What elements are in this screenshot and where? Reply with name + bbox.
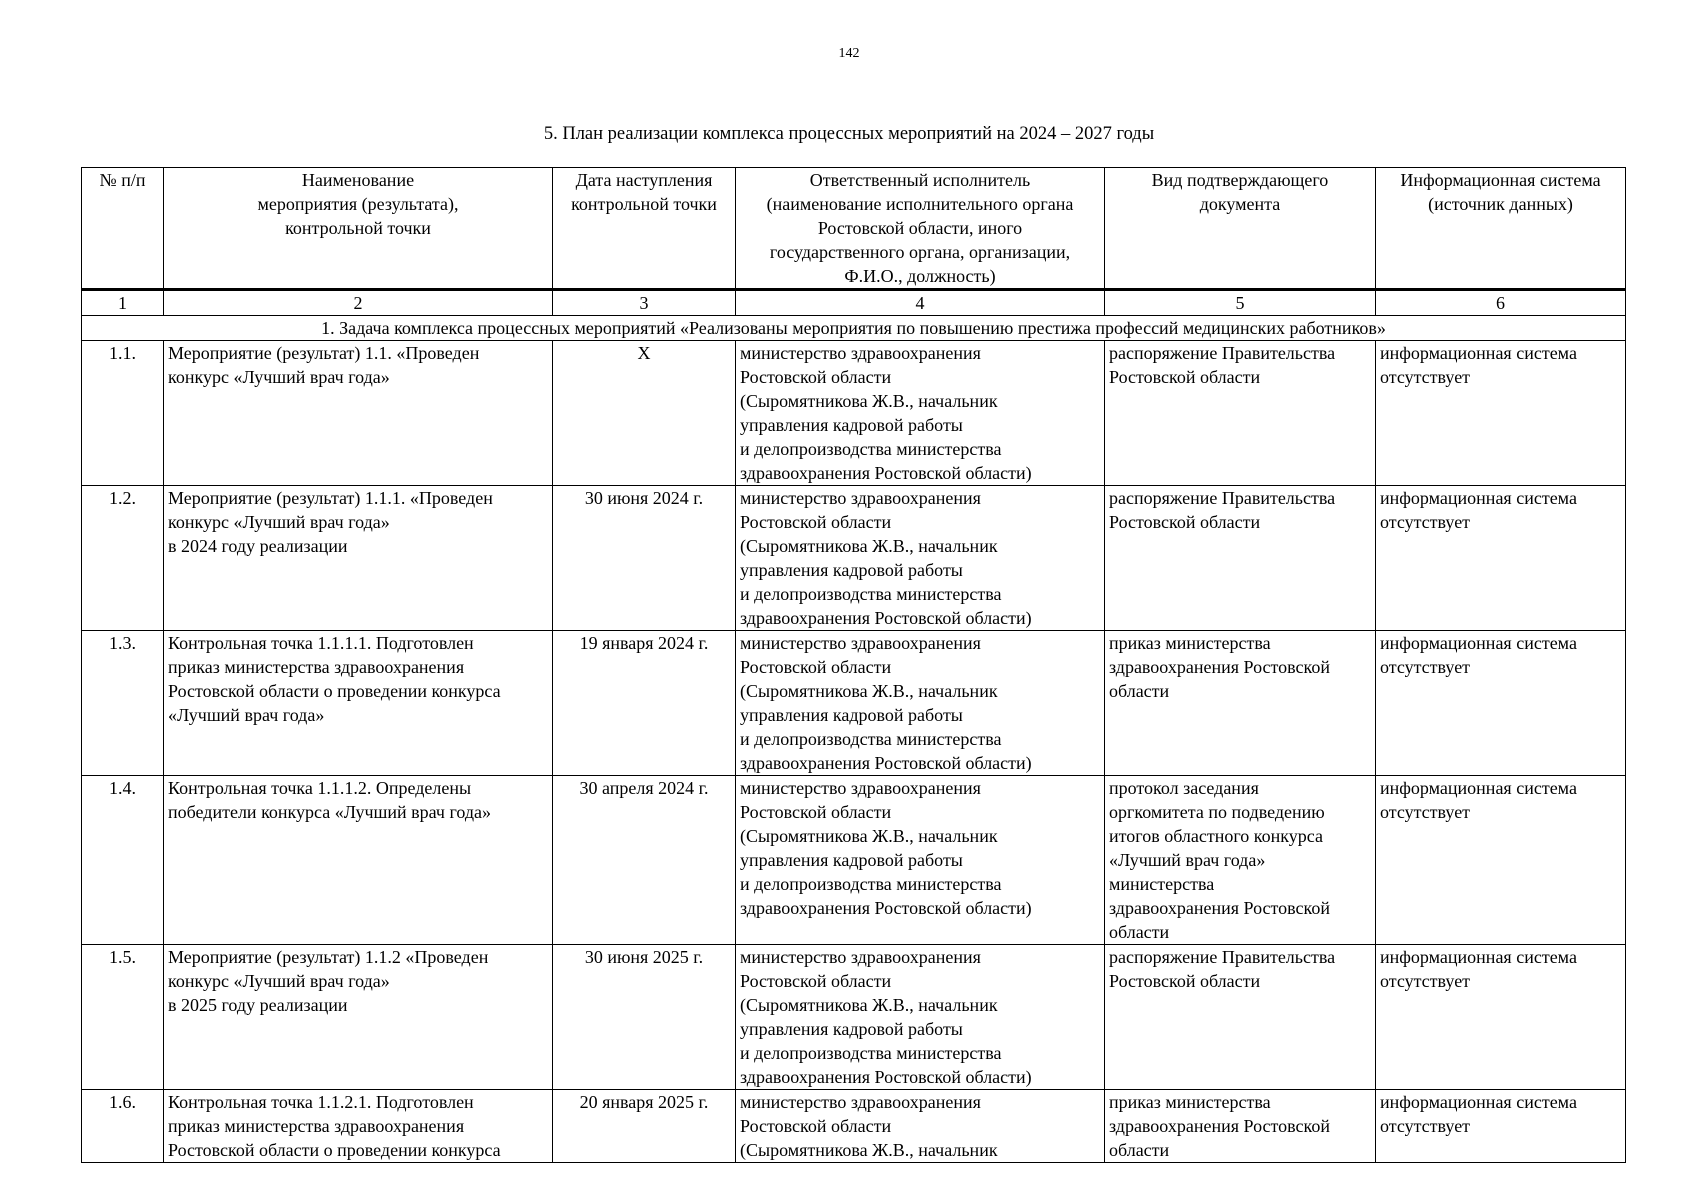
text-line: отсутствует	[1380, 512, 1471, 532]
page-number: 142	[838, 46, 860, 61]
text-line: контрольной точки	[285, 218, 431, 238]
text-line: здравоохранения Ростовской области)	[740, 1067, 1032, 1087]
text-line: в 2024 году реализации	[168, 536, 348, 556]
text-line: государственного органа, организации,	[769, 242, 1071, 262]
text-line: Мероприятие (результат) 1.1. «Проведен	[168, 343, 480, 363]
text-line: (наименование исполнительного органа	[766, 194, 1074, 214]
text-line: информационная система	[1380, 1092, 1577, 1112]
row-document	[1105, 341, 1376, 486]
document-title: 5. План реализации комплекса процессных мероприятий на 2024 – 2027 годы	[543, 124, 1155, 144]
row-document	[1105, 945, 1376, 1090]
text-line: Ростовской области	[1109, 367, 1261, 387]
column-number: 1	[82, 290, 164, 316]
column-number: 4	[736, 290, 1105, 316]
text-line: отсутствует	[1380, 802, 1471, 822]
text-line: и делопроизводства министерства	[740, 439, 1002, 459]
text-line: и делопроизводства министерства	[740, 1043, 1002, 1063]
text-line: управления кадровой работы	[740, 560, 963, 580]
table-row	[82, 776, 1626, 945]
text-line: победители конкурса «Лучший врач года»	[168, 802, 492, 822]
text-line: распоряжение Правительства	[1109, 343, 1336, 363]
column-number-row	[82, 290, 1626, 316]
row-number: 1.3.	[82, 631, 164, 776]
text-line: Вид подтверждающего	[1151, 170, 1329, 190]
row-date: 20 января 2025 г.	[553, 1090, 736, 1163]
row-system	[1376, 1090, 1626, 1163]
row-responsible	[736, 341, 1105, 486]
text-line: здравоохранения Ростовской	[1109, 898, 1330, 918]
text-line: распоряжение Правительства	[1109, 947, 1336, 967]
row-name	[164, 486, 553, 631]
row-document	[1105, 776, 1376, 945]
table-header-row	[82, 168, 1626, 290]
text-line: министерство здравоохранения	[740, 778, 981, 798]
text-line: министерство здравоохранения	[740, 488, 981, 508]
row-name	[164, 1090, 553, 1163]
table-row	[82, 945, 1626, 1090]
text-line: Ростовской области	[740, 971, 892, 991]
text-line: приказ министерства	[1109, 1092, 1271, 1112]
row-number: 1.5.	[82, 945, 164, 1090]
text-line: в 2025 году реализации	[168, 995, 348, 1015]
text-line: (Сыромятникова Ж.В., начальник	[740, 536, 998, 556]
text-line: приказ министерства здравоохранения	[168, 1116, 465, 1136]
row-name	[164, 341, 553, 486]
section-title: 1. Задача комплекса процессных мероприятий «Реализованы мероприятия по повышению престижа профессий медицинских работников»	[82, 316, 1626, 341]
text-line: приказ министерства здравоохранения	[168, 657, 465, 677]
text-line: управления кадровой работы	[740, 850, 963, 870]
text-line: отсутствует	[1380, 367, 1471, 387]
text-line: документа	[1199, 194, 1281, 214]
row-document	[1105, 1090, 1376, 1163]
row-number: 1.4.	[82, 776, 164, 945]
text-line: Ростовской области	[1109, 971, 1261, 991]
text-line: и делопроизводства министерства	[740, 874, 1002, 894]
row-date: 19 января 2024 г.	[553, 631, 736, 776]
text-line: № п/п	[99, 170, 146, 190]
text-line: контрольной точки	[571, 194, 717, 214]
text-line: информационная система	[1380, 488, 1577, 508]
row-name	[164, 631, 553, 776]
row-responsible	[736, 776, 1105, 945]
column-number: 2	[164, 290, 553, 316]
text-line: (Сыромятникова Ж.В., начальник	[740, 826, 998, 846]
text-line: министерство здравоохранения	[740, 947, 981, 967]
row-system	[1376, 341, 1626, 486]
row-date: 30 июня 2025 г.	[553, 945, 736, 1090]
text-line: Контрольная точка 1.1.2.1. Подготовлен	[168, 1092, 474, 1112]
text-line: (Сыромятникова Ж.В., начальник	[740, 681, 998, 701]
text-line: Информационная система	[1400, 170, 1601, 190]
text-line: министерство здравоохранения	[740, 343, 981, 363]
text-line: Наименование	[301, 170, 415, 190]
header-cell	[736, 168, 1105, 290]
text-line: итогов областного конкурса	[1109, 826, 1323, 846]
column-number: 6	[1376, 290, 1626, 316]
text-line: здравоохранения Ростовской	[1109, 657, 1330, 677]
table-row	[82, 631, 1626, 776]
text-line: информационная система	[1380, 947, 1577, 967]
text-line: конкурс «Лучший врач года»	[168, 512, 390, 532]
text-line: (Сыромятникова Ж.В., начальник	[740, 1140, 998, 1160]
text-line: Контрольная точка 1.1.1.1. Подготовлен	[168, 633, 474, 653]
text-line: Ростовской области о проведении конкурса	[168, 681, 501, 701]
text-line: оргкомитета по подведению	[1109, 802, 1325, 822]
text-line: здравоохранения Ростовской области)	[740, 898, 1032, 918]
text-line: конкурс «Лучший врач года»	[168, 971, 390, 991]
text-line: информационная система	[1380, 343, 1577, 363]
text-line: области	[1109, 1140, 1170, 1160]
row-responsible	[736, 486, 1105, 631]
column-number: 5	[1105, 290, 1376, 316]
text-line: Ростовской области, иного	[817, 218, 1023, 238]
text-line: управления кадровой работы	[740, 415, 963, 435]
row-system	[1376, 486, 1626, 631]
text-line: распоряжение Правительства	[1109, 488, 1336, 508]
text-line: Ростовской области	[740, 802, 892, 822]
header-cell	[82, 168, 164, 290]
header-cell	[1376, 168, 1626, 290]
text-line: здравоохранения Ростовской	[1109, 1116, 1330, 1136]
text-line: отсутствует	[1380, 657, 1471, 677]
row-responsible	[736, 1090, 1105, 1163]
text-line: здравоохранения Ростовской области)	[740, 753, 1032, 773]
row-date: X	[553, 341, 736, 486]
text-line: области	[1109, 922, 1170, 942]
table-row	[82, 341, 1626, 486]
text-line: министерство здравоохранения	[740, 1092, 981, 1112]
text-line: Ответственный исполнитель	[809, 170, 1031, 190]
row-number: 1.1.	[82, 341, 164, 486]
text-line: протокол заседания	[1109, 778, 1259, 798]
row-document	[1105, 486, 1376, 631]
header-cell	[553, 168, 736, 290]
header-cell	[164, 168, 553, 290]
text-line: здравоохранения Ростовской области)	[740, 463, 1032, 483]
text-line: Ростовской области	[740, 512, 892, 532]
text-line: «Лучший врач года»	[1109, 850, 1266, 870]
section-row	[82, 316, 1626, 341]
row-responsible	[736, 631, 1105, 776]
row-system	[1376, 945, 1626, 1090]
text-line: Ростовской области	[740, 657, 892, 677]
row-date: 30 апреля 2024 г.	[553, 776, 736, 945]
row-responsible	[736, 945, 1105, 1090]
text-line: «Лучший врач года»	[168, 705, 325, 725]
plan-table	[81, 167, 1626, 1163]
text-line: управления кадровой работы	[740, 1019, 963, 1039]
text-line: управления кадровой работы	[740, 705, 963, 725]
row-number: 1.2.	[82, 486, 164, 631]
text-line: приказ министерства	[1109, 633, 1271, 653]
table-row	[82, 1090, 1626, 1163]
text-line: министерства	[1109, 874, 1215, 894]
text-line: (Сыромятникова Ж.В., начальник	[740, 391, 998, 411]
header-cell	[1105, 168, 1376, 290]
text-line: и делопроизводства министерства	[740, 729, 1002, 749]
text-line: Ростовской области о проведении конкурса	[168, 1140, 501, 1160]
row-system	[1376, 631, 1626, 776]
table-row	[82, 486, 1626, 631]
text-line: здравоохранения Ростовской области)	[740, 608, 1032, 628]
text-line: Мероприятие (результат) 1.1.1. «Проведен	[168, 488, 493, 508]
column-number: 3	[553, 290, 736, 316]
text-line: конкурс «Лучший врач года»	[168, 367, 390, 387]
text-line: информационная система	[1380, 778, 1577, 798]
text-line: Ф.И.О., должность)	[844, 266, 996, 286]
text-line: и делопроизводства министерства	[740, 584, 1002, 604]
text-line: информационная система	[1380, 633, 1577, 653]
text-line: Дата наступления	[575, 170, 713, 190]
row-document	[1105, 631, 1376, 776]
text-line: области	[1109, 681, 1170, 701]
text-line: (источник данных)	[1428, 194, 1573, 214]
text-line: министерство здравоохранения	[740, 633, 981, 653]
row-name	[164, 776, 553, 945]
text-line: отсутствует	[1380, 1116, 1471, 1136]
text-line: Ростовской области	[1109, 512, 1261, 532]
row-system	[1376, 776, 1626, 945]
row-date: 30 июня 2024 г.	[553, 486, 736, 631]
text-line: Ростовской области	[740, 1116, 892, 1136]
row-number: 1.6.	[82, 1090, 164, 1163]
text-line: (Сыромятникова Ж.В., начальник	[740, 995, 998, 1015]
text-line: Контрольная точка 1.1.1.2. Определены	[168, 778, 472, 798]
row-name	[164, 945, 553, 1090]
text-line: мероприятия (результата),	[257, 194, 459, 214]
text-line: Ростовской области	[740, 367, 892, 387]
text-line: отсутствует	[1380, 971, 1471, 991]
text-line: Мероприятие (результат) 1.1.2 «Проведен	[168, 947, 489, 967]
